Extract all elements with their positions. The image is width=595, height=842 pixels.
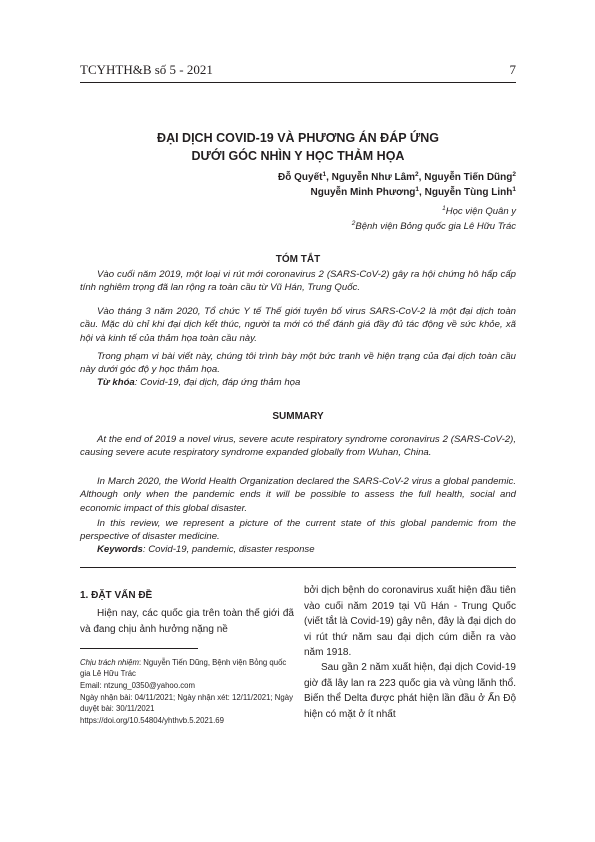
abstract-en-paragraph-3: In this review, we represent a picture of the current state of this global pandemic from the perspective of disaster medicine. xyxy=(80,518,516,543)
abstract-vi-paragraph-2: Vào tháng 3 năm 2020, Tổ chức Y tế Thế giới tuyên bố virus SARS-CoV-2 là một đại dịch toàn cầu. Mặc dù chỉ khi đại dịch kết thúc, người ta mới có thể đánh giá đầy đủ tác động về sức khỏe, xã hội và kinh tế của thảm họa toàn cầu này. xyxy=(80,306,516,344)
affiliation-text: Học viện Quân y xyxy=(445,206,516,217)
abstract-en-paragraph-2: In March 2020, the World Health Organization declared the SARS-CoV-2 virus a global pandemic. Although only when the pandemic ends it will be possible to assess the full health, social and economic impact of this global disaster. xyxy=(80,476,516,514)
abstract-en-paragraph-1: At the end of 2019 a novel virus, severe acute respiratory syndrome coronavirus 2 (SARS-CoV-2), causing severe acute respiratory syndrome expanded globally from Wuhan, China. xyxy=(80,434,516,459)
affiliation-1 xyxy=(442,205,516,218)
article-title-line-2: DƯỚI GÓC NHÌN Y HỌC THẢM HỌA xyxy=(191,149,405,163)
section-1-right-paragraph-2: Sau gần 2 năm xuất hiện, đại dịch Covid-19 giờ đã lây lan ra 223 quốc gia và vùng lãnh thổ. Biến thể Delta được phát hiện lần đầu ở Ấn Độ hiện có mặt ở ít nhất xyxy=(304,662,516,720)
affiliation-text: Bệnh viện Bỏng quốc gia Lê Hữu Trác xyxy=(355,221,516,232)
keywords-text: : Covid-19, pandemic, disaster response xyxy=(142,544,315,555)
footnote-doi: https://doi.org/10.54804/yhthvb.5.2021.69 xyxy=(80,716,224,725)
author-affiliation-mark: 2 xyxy=(415,171,419,178)
author-affiliation-mark: 1 xyxy=(415,186,420,193)
author-line-2: Nguyễn Minh Phương$^1$, Nguyễn Tùng Linh$^1$ xyxy=(310,186,516,198)
abstract-en-keywords xyxy=(80,543,516,556)
author-name: Nguyễn Tùng Linh xyxy=(424,187,513,198)
header-rule xyxy=(80,82,516,83)
abstract-en-heading: SUMMARY xyxy=(272,411,324,422)
abstract-vi-paragraph-3: Trong phạm vi bài viết này, chúng tôi trình bày một bức tranh về hiện trạng của đại dịch toàn cầu này dưới góc độ y học thảm họa. xyxy=(80,351,516,376)
author-name: Nguyễn Tiến Dũng xyxy=(424,172,513,183)
journal-header: TCYHTH&B số 5 - 2021 xyxy=(80,62,213,77)
keywords-label: Từ khóa xyxy=(97,377,135,388)
section-1-left-text: Hiện nay, các quốc gia trên toàn thế giới đã và đang chịu ảnh hưởng nặng nề xyxy=(80,608,294,635)
section-1-heading: 1. ĐẶT VẤN ĐỀ xyxy=(80,590,153,601)
author-affiliation-mark: 1 xyxy=(322,171,327,178)
footnote-email: Email: ntzung_0350@yahoo.com xyxy=(80,681,195,690)
affiliation-number: 1 xyxy=(442,205,446,212)
page-number: 7 xyxy=(509,62,516,77)
author-affiliation-mark: 1 xyxy=(512,186,516,193)
article-title-line-1: ĐẠI DỊCH COVID-19 VÀ PHƯƠNG ÁN ĐÁP ỨNG xyxy=(157,131,439,145)
affiliation-2 xyxy=(352,220,516,233)
footnote-responsible: Chịu trách nhiệm: Nguyễn Tiến Dũng, Bệnh viện Bỏng quốc gia Lê Hữu Trác xyxy=(80,658,287,679)
author-name: Nguyễn Như Lâm xyxy=(331,172,416,183)
abstract-vi-paragraph-1: Vào cuối năm 2019, một loại vi rút mới coronavirus 2 (SARS-CoV-2) gây ra hội chứng hô hấp cấp tính nghiêm trọng đã lan rộng ra toàn cầu từ Vũ Hán, Trung Quốc. xyxy=(80,269,516,294)
section-divider xyxy=(80,567,516,568)
author-name: Nguyễn Minh Phương xyxy=(310,187,416,198)
author-name: Đỗ Quyết xyxy=(278,172,323,183)
keywords-label: Keywords xyxy=(97,544,143,555)
author-line-1: Đỗ Quyết$^1$, Nguyễn Như Lâm$^2$, Nguyễn Tiến Dũng$^2$ xyxy=(278,171,516,183)
abstract-vi-heading: TÓM TẮT xyxy=(275,254,321,265)
abstract-vi-keywords xyxy=(80,376,516,389)
footnote-rule xyxy=(80,648,198,649)
keywords-text: : Covid-19, đại dịch, đáp ứng thảm họa xyxy=(134,377,301,388)
section-1-right-paragraph-1: bởi dịch bệnh do coronavirus xuất hiện đầu tiên vào cuối năm 2019 tại Vũ Hán - Trung Quốc (viết tắt là Covid-19) gây nên, đây là đại dịch do vi rút thứ năm sau đại dịch cúm diễn ra vào năm 1918. xyxy=(304,585,516,658)
footnote-dates: Ngày nhận bài: 04/11/2021; Ngày nhận xét: 12/11/2021; Ngày duyệt bài: 30/11/2021 xyxy=(80,693,293,714)
author-affiliation-mark: 2 xyxy=(512,171,516,178)
affiliation-number: 2 xyxy=(351,220,356,227)
